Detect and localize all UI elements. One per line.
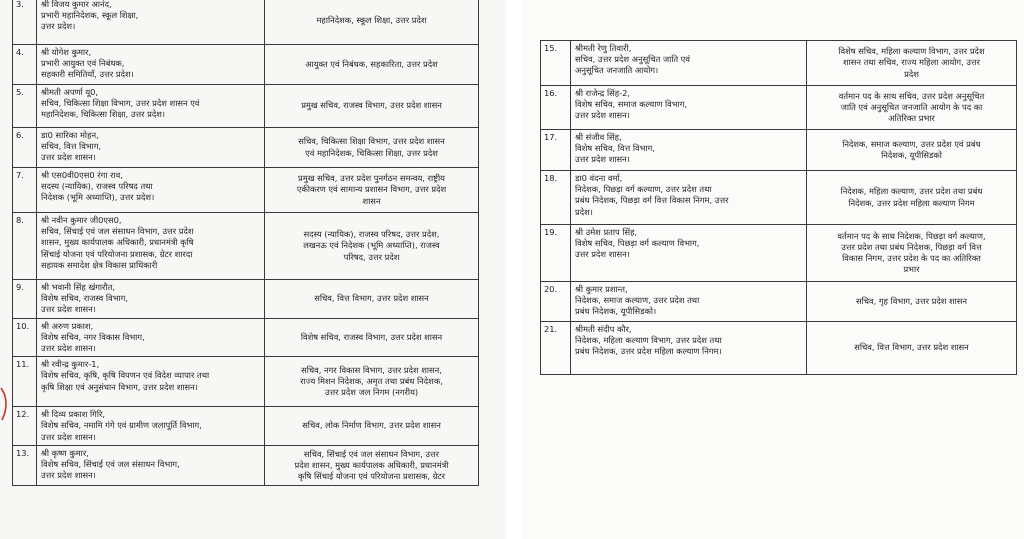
new-posting: सचिव, लोक निर्माण विभाग, उत्तर प्रदेश शासन [265, 407, 479, 446]
new-posting: सचिव, नगर विकास विभाग, उत्तर प्रदेश शासन, राज्य मिशन निदेशक, अमृत तथा प्रबंध निदेशक, उत्तर प्रदेश जल निगम (नगरीय) [265, 357, 479, 407]
serial-number: 4. [13, 45, 37, 85]
new-posting: निदेशक, महिला कल्याण, उत्तर प्रदेश तथा प्रबंध निदेशक, उत्तर प्रदेश महिला कल्याण निगम [807, 171, 1017, 225]
officer-name-current-post: श्री राजेन्द्र सिंह-2, विशेष सचिव, समाज कल्याण विभाग, उत्तर प्रदेश शासन। [571, 86, 807, 130]
new-posting: निदेशक, समाज कल्याण, उत्तर प्रदेश एवं प्रबंध निदेशक, यूपीसिडको [807, 130, 1017, 171]
new-posting: सचिव, चिकित्सा शिक्षा विभाग, उत्तर प्रदेश शासन एवं महानिदेशक, चिकित्सा शिक्षा, उत्तर प्रदेश [265, 128, 479, 168]
officer-name-current-post: श्री रवीन्द्र कुमार-1, विशेष सचिव, कृषि, कृषि विपणन एवं विदेश व्यापार तथा कृषि शिक्षा एवं अनुसंधान विभाग, उत्तर प्रदेश शासन। [37, 357, 265, 407]
officer-name-current-post: श्री उमेश प्रताप सिंह, विशेष सचिव, पिछड़ा वर्ग कल्याण विभाग, उत्तर प्रदेश शासन। [571, 225, 807, 282]
table-row [13, 318, 479, 357]
new-posting: महानिदेशक, स्कूल शिक्षा, उत्तर प्रदेश [265, 0, 479, 45]
serial-number: 3. [13, 0, 37, 45]
officer-name-current-post: श्री विजय कुमार आनंद, प्रभारी महानिदेशक, स्कूल शिक्षा, उत्तर प्रदेश। [37, 0, 265, 45]
new-posting: सदस्य (न्यायिक), राजस्व परिषद, उत्तर प्रदेश, लखनऊ एवं निदेशक (भूमि अध्याप्ति), राजस्व परिषद, उत्तर प्रदेश [265, 213, 479, 280]
table-row [541, 225, 1017, 282]
serial-number: 10. [13, 318, 37, 357]
new-posting: प्रमुख सचिव, उत्तर प्रदेश पुनर्गठन समन्वय, राष्ट्रीय एकीकरण एवं सामान्य प्रशासन विभाग, उत्तर प्रदेश शासन [265, 168, 479, 213]
table-row [13, 168, 479, 213]
table-row [13, 357, 479, 407]
table-row [541, 86, 1017, 130]
officer-name-current-post: श्री नवीन कुमार जी0एस0, सचिव, सिंचाई एवं जल संसाधन विभाग, उत्तर प्रदेश शासन, मुख्य कार्यपालक अधिकारी, प्रधानमंत्री कृषि सिंचाई योजना एवं परियोजना प्रशासक, ग्रेटर शारदा सहायक समादेश क्षेत्र विकास प्राधिकारी [37, 213, 265, 280]
table-row [13, 128, 479, 168]
red-pen-mark [0, 386, 10, 422]
officer-name-current-post: श्री योगेश कुमार, प्रभारी आयुक्त एवं निबंधक, सहकारी समितियाँ, उत्तर प्रदेश। [37, 45, 265, 85]
table-row [13, 45, 479, 85]
table-row [13, 445, 479, 485]
new-posting: आयुक्त एवं निबंधक, सहकारिता, उत्तर प्रदेश [265, 45, 479, 85]
new-posting: सचिव, गृह विभाग, उत्तर प्रदेश शासन [807, 282, 1017, 322]
officer-name-current-post: श्री संजीव सिंह, विशेष सचिव, वित्त विभाग, उत्तर प्रदेश शासन। [571, 130, 807, 171]
new-posting: विशेष सचिव, महिला कल्याण विभाग, उत्तर प्रदेश शासन तथा सचिव, राज्य महिला आयोग, उत्तर प्रदेश [807, 41, 1017, 86]
serial-number: 19. [541, 225, 571, 282]
serial-number: 6. [13, 128, 37, 168]
officer-name-current-post: श्रीमती संदीप कौर, निदेशक, महिला कल्याण विभाग, उत्तर प्रदेश तथा प्रबंध निदेशक, उत्तर प्रदेश महिला कल्याण निगम। [571, 322, 807, 375]
table-row [541, 171, 1017, 225]
officer-name-current-post: श्री कृष्ण कुमार, विशेष सचिव, सिंचाई एवं जल संसाधन विभाग, उत्तर प्रदेश शासन। [37, 445, 265, 485]
officer-name-current-post: श्रीमती रेणु तिवारी, सचिव, उत्तर प्रदेश अनुसूचित जाति एवं अनुसूचित जनजाति आयोग। [571, 41, 807, 86]
serial-number: 17. [541, 130, 571, 171]
serial-number: 7. [13, 168, 37, 213]
serial-number: 12. [13, 407, 37, 446]
new-posting: वर्तमान पद के साथ निदेशक, पिछड़ा वर्ग कल्याण, उत्तर प्रदेश तथा प्रबंध निदेशक, पिछड़ा वर्ग वित्त विकास निगम, उत्तर प्रदेश के पद का अतिरिक्त प्रभार [807, 225, 1017, 282]
table-row [13, 280, 479, 319]
table-row [541, 41, 1017, 86]
officer-name-current-post: श्री अरुण प्रकाश, विशेष सचिव, नगर विकास विभाग, उत्तर प्रदेश शासन। [37, 318, 265, 357]
table-row [541, 322, 1017, 375]
table-row [541, 282, 1017, 322]
serial-number: 5. [13, 85, 37, 128]
new-posting: सचिव, सिंचाई एवं जल संसाधन विभाग, उत्तर प्रदेश शासन, मुख्य कार्यपालक अधिकारी, प्रधानमंत्री कृषि सिंचाई योजना एवं परियोजना प्रशासक, ग्रेटर [265, 445, 479, 485]
new-posting: प्रमुख सचिव, राजस्व विभाग, उत्तर प्रदेश शासन [265, 85, 479, 128]
table-row [13, 213, 479, 280]
officer-name-current-post: श्री भवानी सिंह खंगारौत, विशेष सचिव, राजस्व विभाग, उत्तर प्रदेश शासन। [37, 280, 265, 319]
table-row [13, 407, 479, 446]
officer-name-current-post: श्री एस0वी0एस0 रंगा राव, सदस्य (न्यायिक), राजस्व परिषद तथा निदेशक (भूमि अध्याप्ति), उत्तर प्रदेश। [37, 168, 265, 213]
serial-number: 13. [13, 445, 37, 485]
officer-name-current-post: श्री कुमार प्रशान्त, निदेशक, समाज कल्याण, उत्तर प्रदेश तथा प्रबंध निदेशक, यूपीसिडको। [571, 282, 807, 322]
new-posting: वर्तमान पद के साथ सचिव, उत्तर प्रदेश अनुसूचित जाति एवं अनुसूचित जनजाति आयोग के पद का अतिरिक्त प्रभार [807, 86, 1017, 130]
table-row [13, 85, 479, 128]
transfer-table-right [540, 40, 1017, 375]
officer-name-current-post: श्रीमती अपर्णा यू0, सचिव, चिकित्सा शिक्षा विभाग, उत्तर प्रदेश शासन एवं महानिदेशक, चिकित्सा शिक्षा, उत्तर प्रदेश। [37, 85, 265, 128]
table-row [13, 0, 479, 45]
new-posting: सचिव, वित्त विभाग, उत्तर प्रदेश शासन [807, 322, 1017, 375]
right-document-page [522, 0, 1024, 539]
serial-number: 18. [541, 171, 571, 225]
serial-number: 20. [541, 282, 571, 322]
serial-number: 9. [13, 280, 37, 319]
officer-name-current-post: डा0 सारिका मोहन, सचिव, वित्त विभाग, उत्तर प्रदेश शासन। [37, 128, 265, 168]
transfer-table-left [12, 0, 479, 486]
new-posting: विशेष सचिव, राजस्व विभाग, उत्तर प्रदेश शासन [265, 318, 479, 357]
table-row [541, 130, 1017, 171]
serial-number: 11. [13, 357, 37, 407]
officer-name-current-post: श्री दिव्य प्रकाश गिरि, विशेष सचिव, नमामि गंगे एवं ग्रामीण जलापूर्ति विभाग, उत्तर प्रदेश शासन। [37, 407, 265, 446]
serial-number: 15. [541, 41, 571, 86]
officer-name-current-post: डा0 वंदना वर्मा, निदेशक, पिछड़ा वर्ग कल्याण, उत्तर प्रदेश तथा प्रबंध निदेशक, पिछड़ा वर्ग वित्त विकास निगम, उत्तर प्रदेश। [571, 171, 807, 225]
new-posting: सचिव, वित्त विभाग, उत्तर प्रदेश शासन [265, 280, 479, 319]
serial-number: 16. [541, 86, 571, 130]
serial-number: 8. [13, 213, 37, 280]
left-document-page [0, 0, 506, 539]
serial-number: 21. [541, 322, 571, 375]
